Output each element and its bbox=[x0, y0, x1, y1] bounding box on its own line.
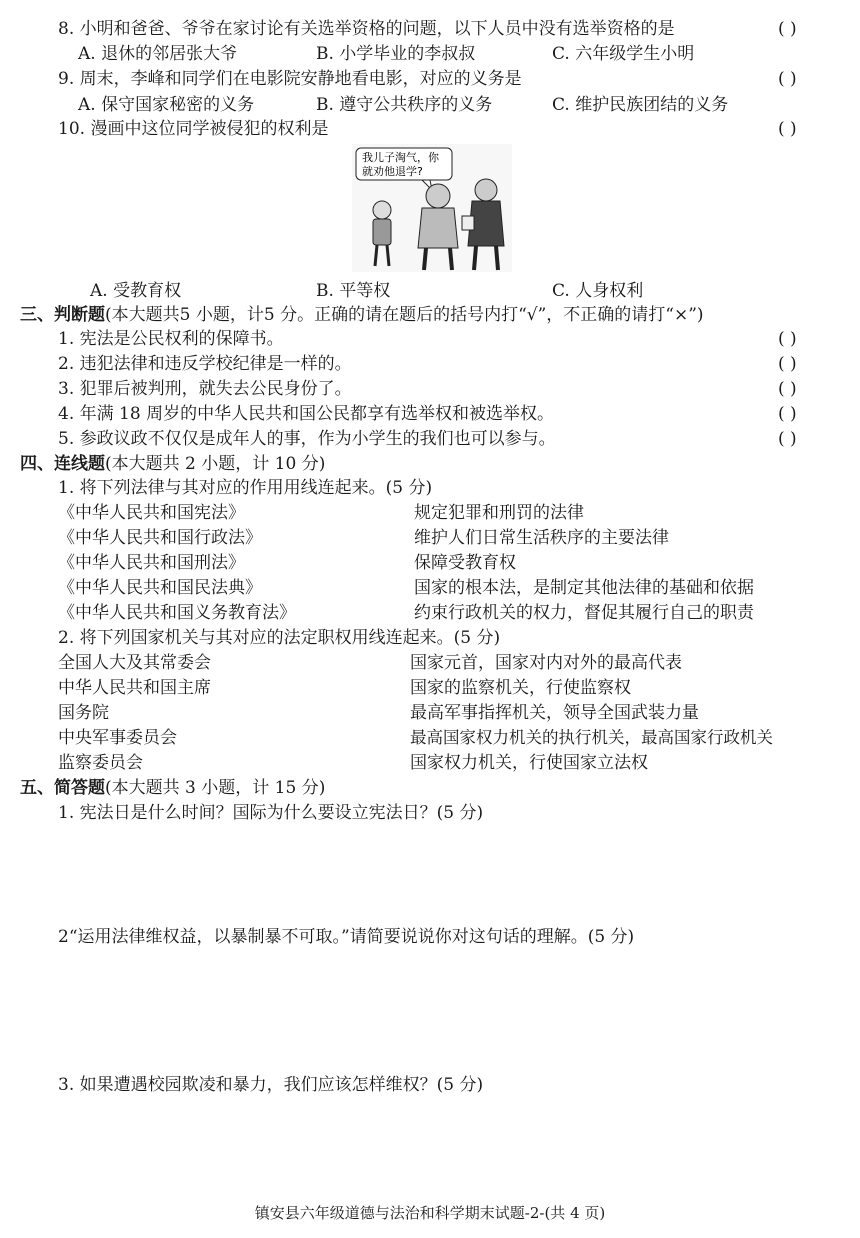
q9-option-b: B. 遵守公共秩序的义务 bbox=[316, 95, 493, 115]
sec4-q1-right-1: 规定犯罪和刑罚的法律 bbox=[414, 503, 584, 523]
sec4-title: 四、连线题 bbox=[20, 454, 105, 474]
page-footer: 镇安县六年级道德与法治和科学期末试题-2-(共 4 页) bbox=[254, 1204, 606, 1222]
q9-option-c: C. 维护民族团结的义务 bbox=[552, 95, 729, 115]
sec3-paren-1: ( ) bbox=[778, 329, 797, 349]
sec4-q2-stem: 2. 将下列国家机关与其对应的法定职权用线连起来。(5 分) bbox=[58, 628, 501, 648]
sec3-paren-2: ( ) bbox=[778, 354, 797, 374]
sec5-heading bbox=[20, 777, 325, 799]
sec5-item-3: 3. 如果遭遇校园欺凌和暴力，我们应该怎样维权？(5 分) bbox=[58, 1075, 484, 1095]
q9-answer-paren: ( ) bbox=[778, 69, 797, 89]
q9-option-a: A. 保守国家秘密的义务 bbox=[78, 95, 255, 115]
sec4-q2-left-3: 国务院 bbox=[58, 703, 109, 723]
sec4-q1-right-4: 国家的根本法，是制定其他法律的基础和依据 bbox=[414, 578, 754, 598]
sec3-paren-5: ( ) bbox=[778, 429, 797, 449]
sec4-q2-left-1: 全国人大及其常委会 bbox=[58, 653, 211, 673]
sec4-q2-left-4: 中央军事委员会 bbox=[58, 728, 177, 748]
sec3-item-2: 2. 违犯法律和违反学校纪律是一样的。 bbox=[58, 354, 352, 374]
q8-option-c: C. 六年级学生小明 bbox=[552, 44, 695, 64]
q10-option-a: A. 受教育权 bbox=[90, 281, 182, 301]
q8-answer-paren: ( ) bbox=[778, 19, 797, 39]
sec4-q2-left-5: 监察委员会 bbox=[58, 753, 143, 773]
bubble-line-1: 我儿子淘气，你 bbox=[362, 151, 439, 164]
sec4-q1-left-5: 《中华人民共和国义务教育法》 bbox=[58, 603, 296, 623]
sec3-item-4: 4. 年满 18 周岁的中华人民共和国公民都享有选举权和被选举权。 bbox=[58, 404, 555, 424]
sec3-item-5: 5. 参政议政不仅仅是成年人的事，作为小学生的我们也可以参与。 bbox=[58, 429, 556, 449]
sec5-item-1: 1. 宪法日是什么时间？国际为什么要设立宪法日？(5 分) bbox=[58, 803, 484, 823]
q10-option-b: B. 平等权 bbox=[316, 281, 391, 301]
bubble-line-2: 就劝他退学? bbox=[362, 165, 423, 178]
q10-stem: 10. 漫画中这位同学被侵犯的权利是 bbox=[58, 119, 329, 139]
sec4-q2-right-1: 国家元首，国家对内对外的最高代表 bbox=[410, 653, 682, 673]
sec4-heading bbox=[20, 453, 325, 475]
sec5-title: 五、简答题 bbox=[20, 778, 105, 798]
sec4-q2-right-4: 最高国家权力机关的执行机关，最高国家行政机关 bbox=[410, 728, 773, 747]
sec4-q2-left-2: 中华人民共和国主席 bbox=[58, 678, 211, 698]
sec4-desc: (本大题共 2 小题，计 10 分) bbox=[105, 454, 326, 474]
q10-option-c: C. 人身权利 bbox=[552, 281, 644, 301]
q9-stem: 9. 周末，李峰和同学们在电影院安静地看电影，对应的义务是 bbox=[58, 69, 522, 89]
sec4-q1-right-5: 约束行政机关的权力，督促其履行自己的职责 bbox=[414, 603, 754, 623]
sec5-item-2: 2“运用法律维权益，以暴制暴不可取。”请简要说说你对这句话的理解。(5 分) bbox=[58, 927, 635, 947]
q8-stem: 8. 小明和爸爸、爷爷在家讨论有关选举资格的问题，以下人员中没有选举资格的是 bbox=[58, 19, 675, 39]
q10-answer-paren: ( ) bbox=[778, 119, 797, 139]
sec4-q2-right-2: 国家的监察机关，行使监察权 bbox=[410, 678, 631, 698]
sec3-paren-4: ( ) bbox=[778, 404, 797, 424]
sec3-title: 三、判断题 bbox=[20, 305, 105, 325]
sec4-q1-right-2: 维护人们日常生活秩序的主要法律 bbox=[414, 528, 669, 548]
sec4-q1-left-3: 《中华人民共和国刑法》 bbox=[58, 553, 245, 573]
sec3-item-1: 1. 宪法是公民权利的保障书。 bbox=[58, 329, 284, 349]
q10-cartoon-illustration bbox=[352, 144, 512, 272]
sec4-q1-right-3: 保障受教育权 bbox=[414, 553, 516, 573]
sec5-desc: (本大题共 3 小题，计 15 分) bbox=[105, 778, 326, 798]
sec4-q1-left-4: 《中华人民共和国民法典》 bbox=[58, 578, 262, 598]
q8-option-a: A. 退休的邻居张大爷 bbox=[78, 44, 238, 64]
sec4-q1-stem: 1. 将下列法律与其对应的作用用线连起来。(5 分) bbox=[58, 478, 433, 498]
sec4-q2-right-3: 最高军事指挥机关，领导全国武装力量 bbox=[410, 703, 699, 723]
sec4-q1-left-1: 《中华人民共和国宪法》 bbox=[58, 503, 245, 523]
sec3-item-3: 3. 犯罪后被判刑，就失去公民身份了。 bbox=[58, 379, 352, 399]
q8-option-b: B. 小学毕业的李叔叔 bbox=[316, 44, 476, 64]
sec3-desc: (本大题共5 小题，计5 分。正确的请在题后的括号内打“√”，不正确的请打“×”) bbox=[105, 305, 704, 325]
sec3-heading bbox=[20, 304, 704, 326]
sec4-q2-right-5: 国家权力机关，行使国家立法权 bbox=[410, 753, 648, 773]
sec3-paren-3: ( ) bbox=[778, 379, 797, 399]
sec4-q1-left-2: 《中华人民共和国行政法》 bbox=[58, 528, 262, 548]
